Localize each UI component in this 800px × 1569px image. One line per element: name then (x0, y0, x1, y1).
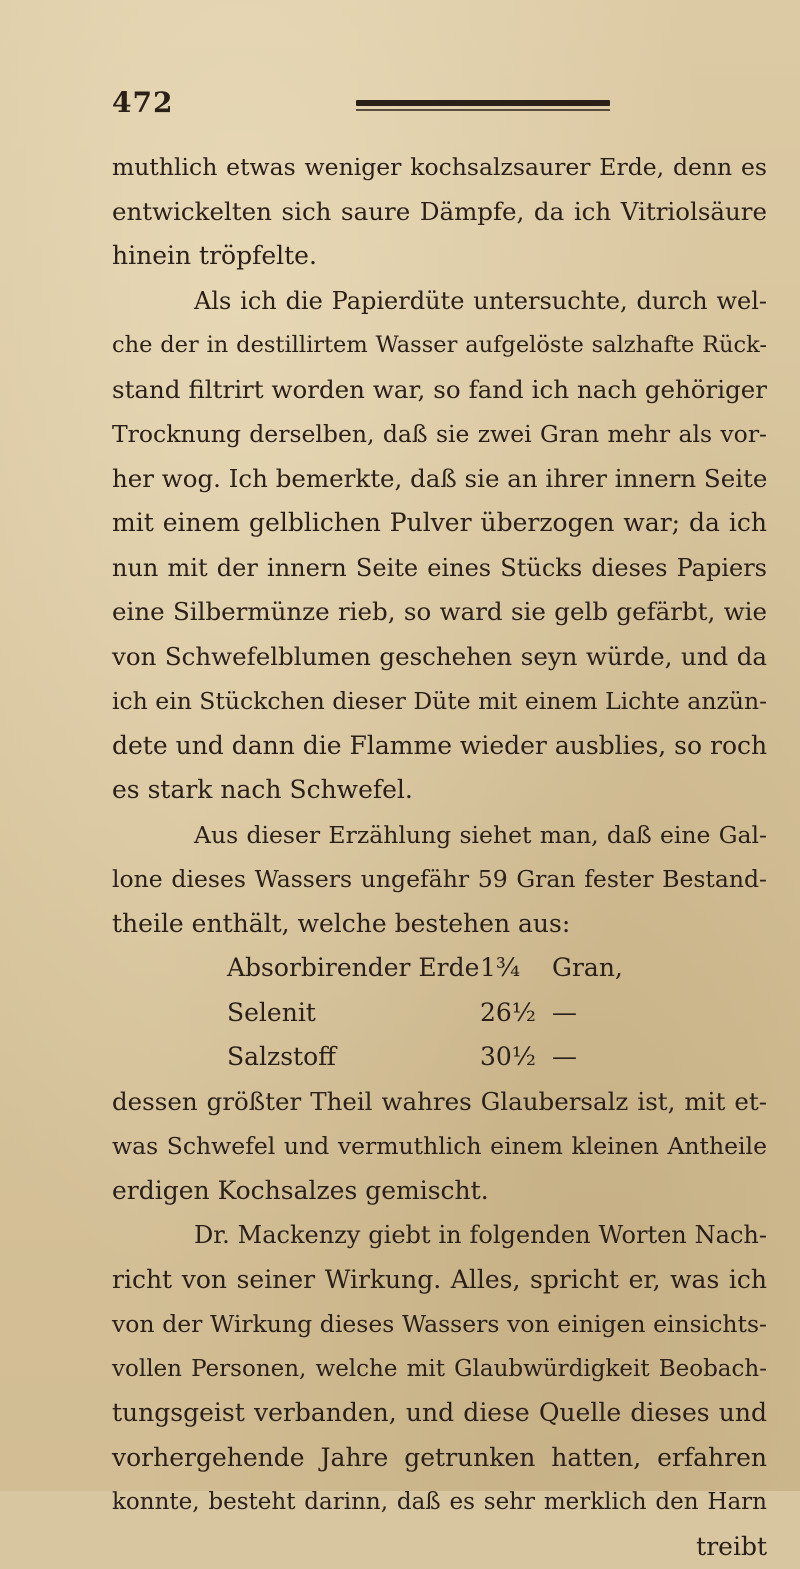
text-line: dete und dann die Flamme wieder ausblies, so roch (112, 724, 767, 769)
constituent-row (112, 991, 767, 1036)
text-line: erdigen Kochsalzes gemischt. (112, 1169, 767, 1214)
constituent-amount: 1¾ (480, 946, 520, 991)
header-rule (356, 100, 610, 106)
text-line: es stark nach Schwefel. (112, 768, 767, 813)
text-line: Aus dieser Erzählung siehet man, daß eine Gal- (112, 813, 767, 858)
text-line: her wog. Ich bemerkte, daß sie an ihrer innern Seite (112, 457, 767, 502)
text-line: ich ein Stückchen dieser Düte mit einem Lichte anzün- (112, 679, 767, 724)
text-line: von Schwefelblumen geschehen seyn würde, und da (112, 635, 767, 680)
text-line: mit einem gelblichen Pulver überzogen war; da ich (112, 501, 767, 546)
text-line: hinein tröpfelte. (112, 234, 767, 279)
text-line: theile enthält, welche bestehen aus: (112, 902, 767, 947)
constituent-unit: Gran, (552, 946, 623, 991)
text-line: vollen Personen, welche mit Glaubwürdigkeit Beobach- (112, 1347, 767, 1392)
text-line: stand filtrirt worden war, so fand ich nach gehöriger (112, 368, 767, 413)
text-line: entwickelten sich saure Dämpfe, da ich Vitriolsäure (112, 190, 767, 235)
text-line: nun mit der innern Seite eines Stücks dieses Papiers (112, 546, 767, 591)
text-line: Dr. Mackenzy giebt in folgenden Worten Nach- (112, 1213, 767, 1258)
text-line: vorhergehende Jahre getrunken hatten, erfahren (112, 1436, 767, 1481)
constituent-unit: — (552, 991, 577, 1036)
text-line: Trocknung derselben, daß sie zwei Gran mehr als vor- (112, 412, 767, 457)
constituent-name: Absorbirender Erde (227, 946, 479, 991)
constituent-amount: 26½ (480, 991, 536, 1036)
catchword: treibt (112, 1525, 767, 1569)
text-line: che der in destillirtem Wasser aufgelöste salzhafte Rück- (112, 323, 767, 368)
constituent-unit: — (552, 1035, 577, 1080)
text-line: Als ich die Papierdüte untersuchte, durch wel- (112, 279, 767, 324)
constituent-name: Salzstoff (227, 1035, 336, 1080)
text-line: richt von seiner Wirkung. Alles, spricht er, was ich (112, 1258, 767, 1303)
constituent-row (112, 1035, 767, 1080)
text-line: eine Silbermünze rieb, so ward sie gelb gefärbt, wie (112, 590, 767, 635)
constituent-name: Selenit (227, 991, 316, 1036)
constituent-row (112, 946, 767, 991)
text-line: dessen größter Theil wahres Glaubersalz ist, mit et- (112, 1080, 767, 1125)
constituent-amount: 30½ (480, 1035, 536, 1080)
text-line: konnte, besteht darinn, daß es sehr merklich den Harn (112, 1480, 767, 1525)
body-text (112, 145, 767, 1569)
text-line: was Schwefel und vermuthlich einem kleinen Antheile (112, 1124, 767, 1169)
text-line: von der Wirkung dieses Wassers von einigen einsichts- (112, 1302, 767, 1347)
text-line: tungsgeist verbanden, und diese Quelle dieses und (112, 1391, 767, 1436)
text-line: lone dieses Wassers ungefähr 59 Gran fester Bestand- (112, 857, 767, 902)
text-line: muthlich etwas weniger kochsalzsaurer Erde, denn es (112, 145, 767, 190)
header-rule-thin (356, 109, 610, 111)
page-number: 472 (112, 86, 173, 119)
page-header (112, 86, 712, 126)
